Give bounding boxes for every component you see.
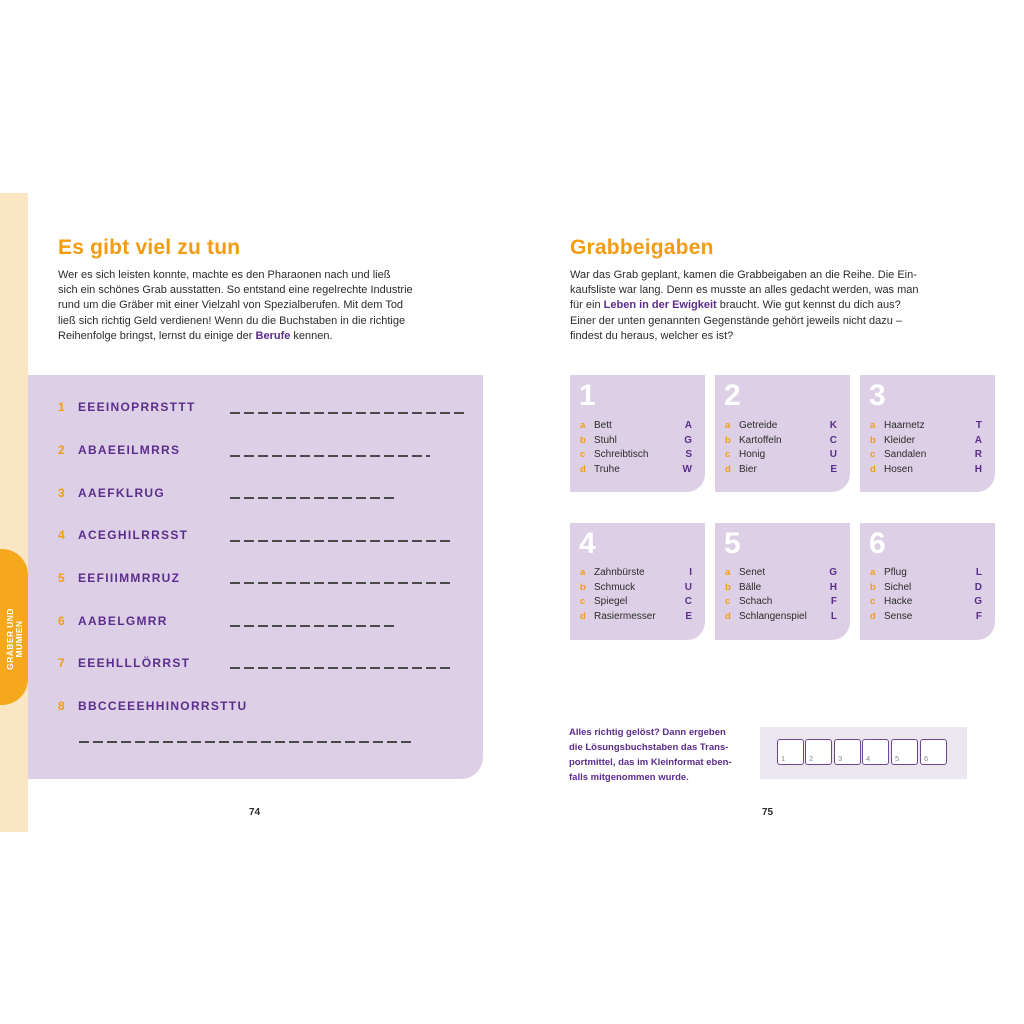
quiz-card-6 (860, 523, 995, 640)
chapter-tab-label: GRÄBER UND MUMIEN (5, 608, 24, 670)
option-row[interactable]: c Honig U (725, 448, 837, 460)
option-row[interactable]: b Stuhl G (580, 434, 692, 446)
option-row[interactable]: c Spiegel C (580, 595, 692, 607)
answer-blanks-8[interactable] (79, 741, 411, 743)
option-row[interactable]: c Hacke G (870, 595, 982, 607)
word-row-5: 5 EEFIIIMMRRUZ (58, 571, 181, 585)
option-row[interactable]: d Schlangenspiel L (725, 610, 837, 622)
option-row[interactable]: d Rasiermesser E (580, 610, 692, 622)
option-row[interactable]: b Sichel D (870, 581, 982, 593)
answer-blanks-2[interactable] (230, 455, 430, 457)
option-row[interactable]: c Sandalen R (870, 448, 982, 460)
word-row-2: 2 ABAEEILMRRS (58, 443, 181, 457)
page-number-left: 74 (249, 807, 261, 818)
option-row[interactable]: a Senet G (725, 566, 837, 578)
word-row-8: 8 BBCCEEEHHINORRSTTU (58, 699, 248, 713)
left-intro: Wer es sich leisten konnte, machte es den Pharaonen nach und ließ sich ein schönes Grab ausstatten. So entstand eine regelrechte Industrie rund um die Gräber mit einer Vielzahl von Spezialberufen. Mit dem Tod ließ sich richtig Geld verdienen! Wenn du die Buchstaben in die richtige Reihenfolge bringst, lernst du einige der Berufe kennen. (58, 269, 413, 342)
word-row-1: 1 EEEINOPRRSTTT (58, 400, 196, 414)
quiz-card-3 (860, 375, 995, 492)
option-row[interactable]: c Schreibtisch S (580, 448, 692, 460)
word-row-6: 6 AABELGMRR (58, 614, 168, 628)
solution-box-2[interactable]: 2 (805, 739, 832, 765)
option-row[interactable]: b Bälle H (725, 581, 837, 593)
answer-blanks-1[interactable] (230, 412, 468, 414)
answer-blanks-4[interactable] (230, 540, 450, 542)
solution-box-1[interactable]: 1 (777, 739, 804, 765)
option-row[interactable]: d Bier E (725, 463, 837, 475)
option-row[interactable]: b Kartoffeln C (725, 434, 837, 446)
left-page-title: Es gibt viel zu tun (58, 236, 241, 259)
card-number: 3 (869, 379, 886, 412)
answer-blanks-6[interactable] (230, 625, 394, 627)
quiz-card-1 (570, 375, 705, 492)
card-number: 2 (724, 379, 741, 412)
answer-blanks-3[interactable] (230, 497, 394, 499)
solution-box-4[interactable]: 4 (862, 739, 889, 765)
option-row[interactable]: b Schmuck U (580, 581, 692, 593)
option-row[interactable]: a Zahnbürste I (580, 566, 692, 578)
quiz-card-5 (715, 523, 850, 640)
card-number: 4 (579, 527, 596, 560)
answer-blanks-5[interactable] (230, 582, 450, 584)
option-row[interactable]: a Bett A (580, 419, 692, 431)
answer-blanks-7[interactable] (230, 667, 450, 669)
card-number: 1 (579, 379, 596, 412)
option-row[interactable]: c Schach F (725, 595, 837, 607)
solution-box-5[interactable]: 5 (891, 739, 918, 765)
option-row[interactable]: d Sense F (870, 610, 982, 622)
page-number-right: 75 (762, 807, 774, 818)
option-row[interactable]: a Pflug L (870, 566, 982, 578)
option-row[interactable]: d Truhe W (580, 463, 692, 475)
option-row[interactable]: b Kleider A (870, 434, 982, 446)
quiz-card-2 (715, 375, 850, 492)
right-intro: War das Grab geplant, kamen die Grabbeigaben an die Reihe. Die Ein- kaufsliste war lang. Denn es musste an alles gedacht werden, was man für ein Leben in der Ewigkeit braucht. Wie gut kennst du dich aus? Einer der unten genannten Gegenstände gehört jeweils nicht dazu – findest du heraus, welcher es ist? (570, 269, 919, 342)
word-row-3: 3 AAEFKLRUG (58, 486, 166, 500)
option-row[interactable]: a Haarnetz T (870, 419, 982, 431)
word-row-4: 4 ACEGHILRRSST (58, 528, 189, 542)
chapter-strip (0, 193, 28, 832)
card-number: 6 (869, 527, 886, 560)
quiz-card-4 (570, 523, 705, 640)
word-row-7: 7 EEEHLLLÖRRST (58, 656, 191, 670)
right-page-title: Grabbeigaben (570, 236, 714, 259)
solution-box-3[interactable]: 3 (834, 739, 861, 765)
solution-box-6[interactable]: 6 (920, 739, 947, 765)
solution-instructions: Alles richtig gelöst? Dann ergeben die Lösungsbuchstaben das Trans- portmittel, das im Kleinformat eben- falls mitgenommen wurde. (569, 727, 732, 783)
card-number: 5 (724, 527, 741, 560)
option-row[interactable]: d Hosen H (870, 463, 982, 475)
option-row[interactable]: a Getreide K (725, 419, 837, 431)
